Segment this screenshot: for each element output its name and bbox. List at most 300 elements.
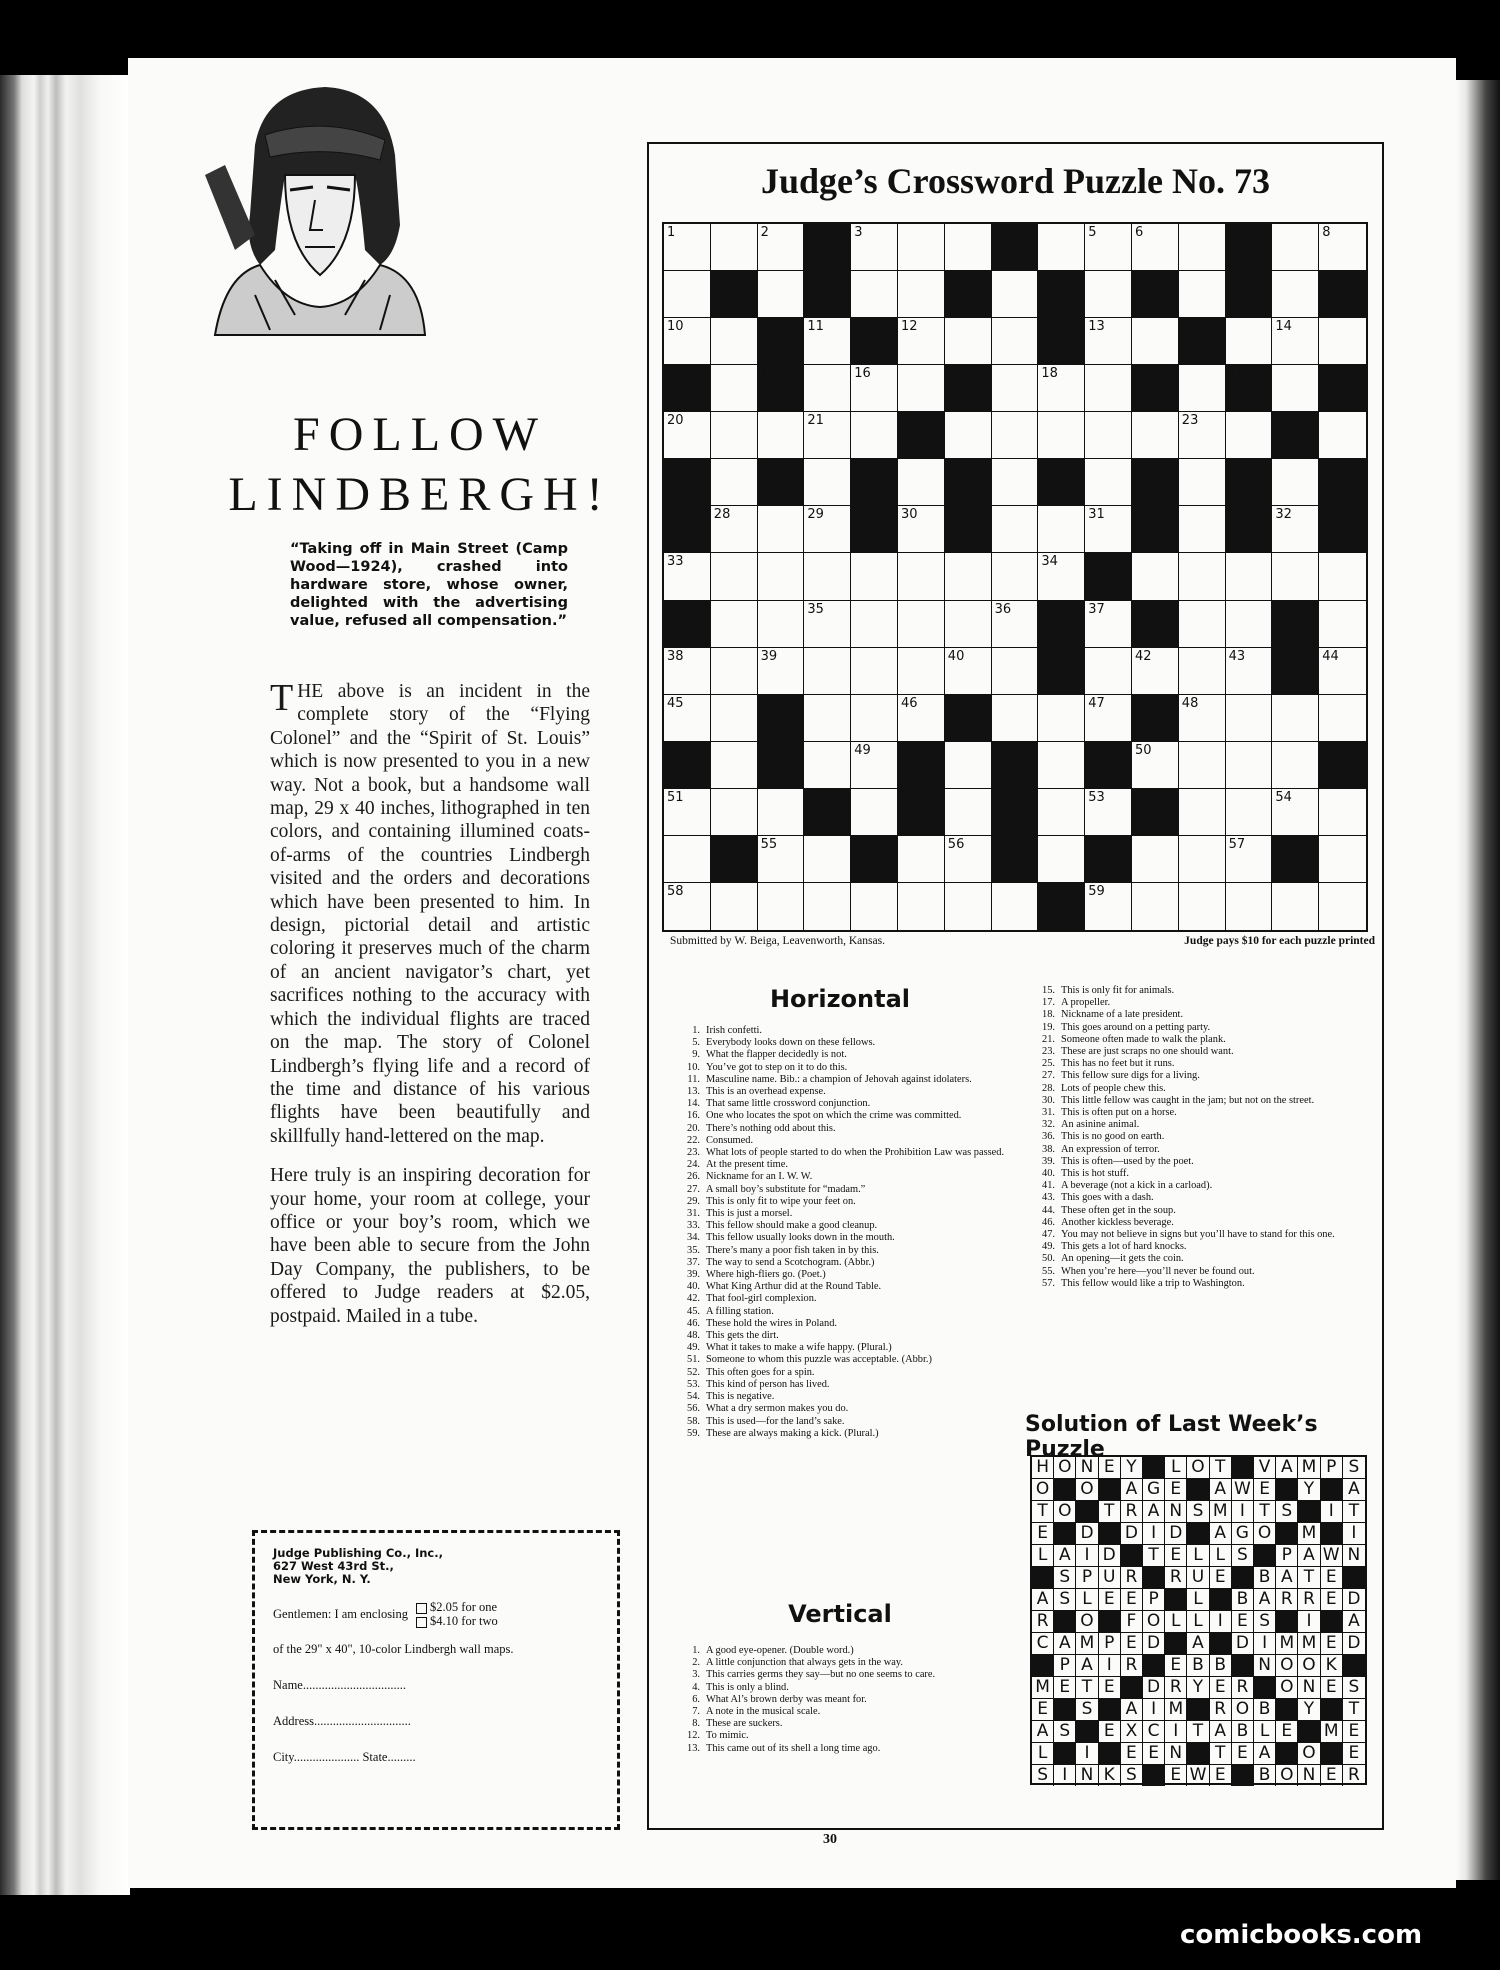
crossword-cell[interactable]	[1132, 318, 1179, 365]
crossword-cell[interactable]	[1272, 883, 1319, 930]
horizontal-clue	[1025, 1022, 1370, 1034]
solution-black-cell	[1099, 1611, 1121, 1633]
crossword-cell[interactable]	[1226, 412, 1273, 459]
crossword-cell[interactable]	[1272, 789, 1319, 836]
crossword-cell[interactable]	[1272, 365, 1319, 412]
clue-number: 17.	[1042, 997, 1055, 1009]
crossword-cell[interactable]	[945, 318, 992, 365]
crossword-cell[interactable]	[1179, 789, 1226, 836]
crossword-cell[interactable]	[1272, 224, 1319, 271]
solution-black-cell	[1254, 1677, 1276, 1699]
crossword-black-cell	[758, 459, 805, 506]
crossword-black-cell	[758, 365, 805, 412]
crossword-cell[interactable]	[1226, 695, 1273, 742]
crossword-cell[interactable]	[1132, 224, 1179, 271]
clue-text: To mimic.	[706, 1730, 749, 1742]
solution-letter: N	[1343, 1545, 1365, 1567]
crossword-cell[interactable]	[1226, 742, 1273, 789]
solution-letter: A	[1343, 1479, 1365, 1501]
checkbox-one-map[interactable]	[416, 1603, 427, 1614]
solution-letter: A	[1054, 1545, 1076, 1567]
horizontal-clue	[1025, 1083, 1370, 1095]
crossword-cell[interactable]	[711, 553, 758, 600]
book-page-edges	[0, 75, 130, 1895]
clue-number: 15.	[1042, 985, 1055, 996]
crossword-cell[interactable]	[851, 601, 898, 648]
solution-letter: R	[1121, 1655, 1143, 1677]
crossword-cell[interactable]	[1272, 459, 1319, 506]
clue-number: 31.	[687, 1208, 700, 1220]
solution-letter: T	[1298, 1567, 1320, 1589]
clue-number: 12.	[687, 1730, 700, 1742]
crossword-cell[interactable]	[804, 365, 851, 412]
crossword-cell[interactable]	[898, 553, 945, 600]
crossword-cell[interactable]	[758, 883, 805, 930]
clue-number: 57.	[1042, 1277, 1055, 1289]
crossword-cell[interactable]	[945, 883, 992, 930]
crossword-cell[interactable]	[1319, 553, 1366, 600]
crossword-cell[interactable]	[1085, 224, 1132, 271]
crossword-cell[interactable]	[711, 506, 758, 553]
crossword-cell[interactable]	[1179, 412, 1226, 459]
solution-letter: S	[1076, 1699, 1098, 1721]
watermark: comicbooks.com	[1180, 1920, 1423, 1950]
solution-letter: E	[1099, 1677, 1121, 1699]
crossword-cell[interactable]	[851, 553, 898, 600]
crossword-cell[interactable]	[711, 318, 758, 365]
crossword-cell[interactable]	[711, 695, 758, 742]
crossword-cell[interactable]	[1226, 883, 1273, 930]
horizontal-clue	[1025, 1131, 1370, 1143]
crossword-cell[interactable]	[1179, 601, 1226, 648]
crossword-cell[interactable]	[664, 271, 711, 318]
crossword-cell[interactable]	[804, 459, 851, 506]
crossword-cell[interactable]	[758, 553, 805, 600]
solution-letter: O	[1276, 1655, 1298, 1677]
crossword-cell[interactable]	[898, 648, 945, 695]
crossword-cell[interactable]	[851, 789, 898, 836]
crossword-cell[interactable]	[1179, 742, 1226, 789]
crossword-cell[interactable]	[851, 271, 898, 318]
crossword-cell[interactable]	[1132, 883, 1179, 930]
crossword-cell[interactable]	[1319, 789, 1366, 836]
crossword-cell[interactable]	[1132, 742, 1179, 789]
crossword-cell[interactable]	[898, 318, 945, 365]
crossword-cell[interactable]	[1319, 412, 1366, 459]
coupon-name-line[interactable]: Name.................................	[273, 1678, 406, 1692]
crossword-cell[interactable]	[898, 271, 945, 318]
solution-black-cell	[1232, 1765, 1254, 1786]
solution-letter: M	[1165, 1699, 1187, 1721]
crossword-cell[interactable]	[711, 648, 758, 695]
clue-text: The way to send a Scotchogram. (Abbr.)	[706, 1256, 875, 1268]
crossword-cell[interactable]	[1085, 695, 1132, 742]
crossword-cell[interactable]	[1179, 695, 1226, 742]
crossword-cell[interactable]	[1038, 412, 1085, 459]
crossword-cell[interactable]	[898, 365, 945, 412]
clue-text: A good eye-opener. (Double word.)	[706, 1645, 854, 1656]
solution-letter: O	[1254, 1523, 1276, 1545]
clue-number: 16	[854, 366, 871, 382]
solution-letter: P	[1143, 1589, 1165, 1611]
solution-letter: P	[1099, 1633, 1121, 1655]
crossword-cell[interactable]	[1226, 601, 1273, 648]
crossword-cell[interactable]	[1179, 365, 1226, 412]
solution-letter: O	[1032, 1479, 1054, 1501]
crossword-cell[interactable]	[664, 412, 711, 459]
solution-letter: I	[1143, 1523, 1165, 1545]
crossword-cell[interactable]	[1226, 836, 1273, 883]
crossword-cell[interactable]	[1272, 742, 1319, 789]
crossword-cell[interactable]	[711, 601, 758, 648]
crossword-cell[interactable]	[1132, 553, 1179, 600]
crossword-cell[interactable]	[758, 271, 805, 318]
horizontal-clues-column-2	[1025, 985, 1370, 1290]
crossword-cell[interactable]	[1179, 506, 1226, 553]
crossword-cell[interactable]	[992, 318, 1039, 365]
crossword-cell[interactable]	[1085, 601, 1132, 648]
solution-letter: T	[1187, 1721, 1209, 1743]
solution-letter: S	[1276, 1501, 1298, 1523]
crossword-cell[interactable]	[1085, 271, 1132, 318]
crossword-cell[interactable]	[664, 836, 711, 883]
crossword-cell[interactable]	[992, 648, 1039, 695]
solution-black-cell	[1321, 1743, 1343, 1765]
solution-letter: E	[1321, 1765, 1343, 1786]
checkbox-two-maps[interactable]	[416, 1617, 427, 1628]
coupon-address-line[interactable]: Address...............................	[273, 1714, 411, 1728]
crossword-cell[interactable]	[1085, 648, 1132, 695]
crossword-cell[interactable]	[945, 742, 992, 789]
clue-text: Consumed.	[706, 1134, 754, 1146]
crossword-cell[interactable]	[1038, 789, 1085, 836]
crossword-cell[interactable]	[1179, 836, 1226, 883]
crossword-cell[interactable]	[851, 742, 898, 789]
solution-letter: E	[1210, 1567, 1232, 1589]
crossword-cell[interactable]	[992, 695, 1039, 742]
crossword-cell[interactable]	[711, 883, 758, 930]
solution-letter: E	[1099, 1589, 1121, 1611]
crossword-cell[interactable]	[1179, 553, 1226, 600]
horizontal-clue	[670, 1257, 1015, 1269]
clue-text: This is no good on earth.	[1061, 1131, 1165, 1143]
crossword-cell[interactable]	[992, 365, 1039, 412]
crossword-cell[interactable]	[1038, 506, 1085, 553]
clue-text: What lots of people started to do when the Prohibition Law was passed.	[706, 1147, 1005, 1159]
crossword-cell[interactable]	[711, 459, 758, 506]
horizontal-clue	[670, 1135, 1015, 1147]
crossword-black-cell	[1272, 601, 1319, 648]
headline-quote: “Taking off in Main Street (Camp Wood—1924), crashed into hardware store, whose owner, delighted with the advertising value, refused all compensation.”	[290, 541, 568, 629]
crossword-cell[interactable]	[992, 459, 1039, 506]
solution-letter: L	[1032, 1743, 1054, 1765]
crossword-cell[interactable]	[804, 836, 851, 883]
solution-letter: I	[1232, 1501, 1254, 1523]
crossword-cell[interactable]	[1085, 459, 1132, 506]
crossword-cell[interactable]	[945, 789, 992, 836]
crossword-cell[interactable]	[1226, 789, 1273, 836]
solution-black-cell	[1143, 1457, 1165, 1479]
solution-letter: M	[1032, 1677, 1054, 1699]
clue-number: 3.	[692, 1669, 700, 1681]
crossword-cell[interactable]	[1085, 883, 1132, 930]
crossword-cell[interactable]	[1226, 648, 1273, 695]
clue-text: Nickname of a late president.	[1061, 1009, 1184, 1021]
crossword-black-cell	[664, 742, 711, 789]
paragraph-2: Here truly is an inspiring decoration for your home, your room at college, your office or your boy’s room, which we have been able to secure from the John Day Company, the publishers, to be offered to Judge readers at $2.05, postpaid. Mailed in a tube.	[270, 1165, 590, 1327]
crossword-cell[interactable]	[664, 648, 711, 695]
clue-number: 24.	[687, 1159, 700, 1171]
crossword-cell[interactable]	[1272, 553, 1319, 600]
clue-number: 35.	[687, 1244, 700, 1256]
crossword-cell[interactable]	[945, 836, 992, 883]
crossword-cell[interactable]	[1319, 648, 1366, 695]
crossword-cell[interactable]	[804, 648, 851, 695]
crossword-cell[interactable]	[1038, 742, 1085, 789]
clue-number: 54	[1275, 789, 1292, 805]
solution-letter: A	[1254, 1743, 1276, 1765]
crossword-cell[interactable]	[1179, 224, 1226, 271]
crossword-cell[interactable]	[992, 271, 1039, 318]
crossword-cell[interactable]	[992, 553, 1039, 600]
crossword-cell[interactable]	[711, 789, 758, 836]
crossword-cell[interactable]	[804, 695, 851, 742]
crossword-cell[interactable]	[711, 224, 758, 271]
clue-text: This kind of person has lived.	[706, 1378, 830, 1390]
clue-number: 49	[854, 742, 871, 758]
crossword-cell[interactable]	[758, 789, 805, 836]
crossword-black-cell	[1038, 459, 1085, 506]
crossword-cell[interactable]	[945, 648, 992, 695]
horizontal-clue	[670, 1025, 1015, 1037]
crossword-cell[interactable]	[851, 695, 898, 742]
solution-black-cell	[1076, 1501, 1098, 1523]
title-line-1: FOLLOW	[293, 408, 547, 461]
crossword-cell[interactable]	[804, 318, 851, 365]
crossword-cell[interactable]	[1319, 601, 1366, 648]
paragraph-1-text: HE above is an incident in the complete story of the “Flying Colonel” and the “Spirit of St. Louis” which is now presented to you in a new way. Not a book, but a handsome wall map, 29 x 40 inches, lithographed in ten colors, and containing illumined coats-of-arms of the countries Lindbergh visited and the orders and decorations which have been presented to him. In design, pictorial detail and artistic coloring it preserves much of the charm of an ancient navigator’s chart, yet sacrifices nothing to the accuracy with which the individual flights are traced on the map. The story of Colonel Lindbergh’s flying life and a record of the time and distance of his various flights have been beautifully and skillfully hand-lettered on the map.	[270, 681, 590, 1147]
solution-letter: S	[1254, 1611, 1276, 1633]
crossword-cell[interactable]	[1319, 836, 1366, 883]
crossword-cell[interactable]	[851, 648, 898, 695]
clue-number: 47.	[1042, 1229, 1055, 1241]
coupon-gentlemen-text: Gentlemen: I am enclosing	[273, 1607, 409, 1621]
clue-number: 29.	[687, 1195, 700, 1207]
crossword-cell[interactable]	[1085, 365, 1132, 412]
clue-number: 9	[947, 272, 957, 288]
solution-black-cell	[1232, 1457, 1254, 1479]
crossword-cell[interactable]	[945, 601, 992, 648]
solution-letter: B	[1232, 1589, 1254, 1611]
crossword-cell[interactable]	[804, 506, 851, 553]
crossword-cell[interactable]	[945, 553, 992, 600]
crossword-cell[interactable]	[992, 883, 1039, 930]
clue-number: 3	[854, 225, 863, 240]
crossword-cell[interactable]	[1085, 506, 1132, 553]
solution-black-cell	[1276, 1479, 1298, 1501]
clue-text: An expression of terror.	[1061, 1143, 1160, 1155]
crossword-cell[interactable]	[1319, 318, 1366, 365]
crossword-cell[interactable]	[758, 836, 805, 883]
crossword-cell[interactable]	[898, 224, 945, 271]
crossword-cell[interactable]	[758, 601, 805, 648]
crossword-black-cell	[1038, 648, 1085, 695]
solution-letter: G	[1232, 1523, 1254, 1545]
clue-number: 48	[1181, 695, 1199, 711]
clue-number: 56.	[687, 1403, 700, 1415]
crossword-black-cell	[664, 506, 711, 553]
coupon-maps-text: of the 29" x 40", 10-color Lindbergh wall maps.	[273, 1642, 514, 1656]
crossword-cell[interactable]	[1319, 695, 1366, 742]
crossword-cell[interactable]	[851, 412, 898, 459]
crossword-cell[interactable]	[804, 553, 851, 600]
crossword-cell[interactable]	[664, 318, 711, 365]
horizontal-clue	[1025, 1095, 1370, 1107]
horizontal-clue	[1025, 1070, 1370, 1082]
solution-letter: I	[1054, 1765, 1076, 1786]
crossword-cell[interactable]	[1132, 648, 1179, 695]
horizontal-clue	[670, 1416, 1015, 1428]
crossword-cell[interactable]	[664, 695, 711, 742]
crossword-cell[interactable]	[992, 506, 1039, 553]
clue-number: 53	[1088, 789, 1105, 805]
horizontal-clue	[1025, 1034, 1370, 1046]
crossword-cell[interactable]	[898, 459, 945, 506]
crossword-cell[interactable]	[804, 742, 851, 789]
crossword-cell[interactable]	[851, 224, 898, 271]
vertical-clue	[670, 1669, 1015, 1681]
crossword-cell[interactable]	[711, 742, 758, 789]
crossword-cell[interactable]	[1085, 318, 1132, 365]
clue-number: 43.	[1042, 1192, 1055, 1204]
crossword-cell[interactable]	[1272, 506, 1319, 553]
crossword-cell[interactable]	[1319, 224, 1366, 271]
solution-letter: M	[1298, 1523, 1320, 1545]
crossword-cell[interactable]	[1132, 836, 1179, 883]
crossword-cell[interactable]	[1179, 883, 1226, 930]
crossword-cell[interactable]	[1132, 412, 1179, 459]
crossword-cell[interactable]	[1038, 695, 1085, 742]
horizontal-clue	[670, 1110, 1015, 1122]
horizontal-clue	[670, 1245, 1015, 1257]
clue-text: This came out of its shell a long time ago.	[706, 1742, 881, 1754]
solution-letter: E	[1165, 1655, 1187, 1677]
crossword-cell[interactable]	[1179, 271, 1226, 318]
crossword-cell[interactable]	[711, 365, 758, 412]
crossword-black-cell	[1038, 318, 1085, 365]
crossword-cell[interactable]	[1038, 836, 1085, 883]
crossword-cell[interactable]	[945, 224, 992, 271]
crossword-cell[interactable]	[758, 648, 805, 695]
crossword-black-cell	[664, 365, 711, 412]
solution-letter: D	[1143, 1633, 1165, 1655]
crossword-cell[interactable]	[1226, 318, 1273, 365]
horizontal-clue	[670, 1171, 1015, 1183]
clue-number: 21.	[1042, 1033, 1055, 1045]
crossword-cell[interactable]	[1179, 459, 1226, 506]
solution-letter: P	[1076, 1567, 1098, 1589]
solution-letter: I	[1076, 1743, 1098, 1765]
coupon-city-state-line[interactable]: City..................... State.........	[273, 1750, 416, 1764]
crossword-cell[interactable]	[992, 601, 1039, 648]
crossword-cell[interactable]	[1179, 648, 1226, 695]
solution-black-cell	[1343, 1655, 1365, 1677]
clue-number: 34	[1041, 554, 1058, 570]
crossword-cell[interactable]	[851, 883, 898, 930]
crossword-cell[interactable]	[664, 224, 711, 271]
crossword-cell[interactable]	[758, 412, 805, 459]
clue-text: This goes around on a petting party.	[1061, 1021, 1211, 1033]
solution-letter: I	[1165, 1721, 1187, 1743]
crossword-cell[interactable]	[1226, 553, 1273, 600]
clue-number: 48.	[687, 1330, 700, 1342]
crossword-cell[interactable]	[804, 883, 851, 930]
clue-number: 11	[807, 319, 824, 335]
crossword-cell[interactable]	[1272, 318, 1319, 365]
clue-text: An opening—it gets the coin.	[1061, 1253, 1184, 1265]
crossword-cell[interactable]	[804, 412, 851, 459]
crossword-cell[interactable]	[898, 601, 945, 648]
crossword-cell[interactable]	[1085, 789, 1132, 836]
crossword-cell[interactable]	[1319, 883, 1366, 930]
solution-letter: A	[1254, 1589, 1276, 1611]
horizontal-clue	[670, 1232, 1015, 1244]
crossword-black-cell	[711, 836, 758, 883]
crossword-cell[interactable]	[945, 412, 992, 459]
crossword-cell[interactable]	[664, 883, 711, 930]
clue-text: You’ve got to step on it to do this.	[706, 1061, 848, 1073]
clue-text: This has no feet but it runs.	[1061, 1058, 1175, 1070]
crossword-cell[interactable]	[804, 601, 851, 648]
clue-text: A note in the musical scale.	[706, 1706, 821, 1718]
solution-black-cell	[1276, 1523, 1298, 1545]
horizontal-clue	[1025, 1046, 1370, 1058]
crossword-black-cell	[804, 224, 851, 271]
clue-text: Another kickless beverage.	[1061, 1216, 1174, 1228]
clue-text: You may not believe in signs but you’ll have to stand for this one.	[1061, 1229, 1335, 1241]
crossword-cell[interactable]	[898, 883, 945, 930]
crossword-cell[interactable]	[898, 695, 945, 742]
horizontal-clue	[670, 1354, 1015, 1366]
solution-letter: E	[1165, 1765, 1187, 1786]
crossword-black-cell	[898, 412, 945, 459]
crossword-cell[interactable]	[1038, 365, 1085, 412]
clue-text: Nickname for an I. W. W.	[706, 1171, 813, 1183]
crossword-cell[interactable]	[758, 506, 805, 553]
crossword-cell[interactable]	[1272, 271, 1319, 318]
clue-number: 13	[1088, 319, 1105, 335]
crossword-cell[interactable]	[851, 365, 898, 412]
solution-letter: P	[1054, 1655, 1076, 1677]
crossword-cell[interactable]	[711, 412, 758, 459]
crossword-cell[interactable]	[1085, 412, 1132, 459]
crossword-cell[interactable]	[992, 412, 1039, 459]
crossword-cell[interactable]	[1272, 695, 1319, 742]
clue-number: 23.	[1042, 1046, 1055, 1058]
crossword-cell[interactable]	[898, 836, 945, 883]
crossword-black-cell	[945, 506, 992, 553]
crossword-cell[interactable]	[1038, 553, 1085, 600]
solution-letter: E	[1032, 1523, 1054, 1545]
crossword-cell[interactable]	[664, 789, 711, 836]
clue-number: 17	[947, 366, 965, 382]
crossword-cell[interactable]	[664, 553, 711, 600]
clue-number: 11.	[687, 1073, 700, 1085]
clue-text: This carries germs they say—but no one seems to care.	[706, 1669, 936, 1681]
crossword-cell[interactable]	[898, 506, 945, 553]
crossword-cell[interactable]	[1038, 224, 1085, 271]
crossword-cell[interactable]	[758, 224, 805, 271]
